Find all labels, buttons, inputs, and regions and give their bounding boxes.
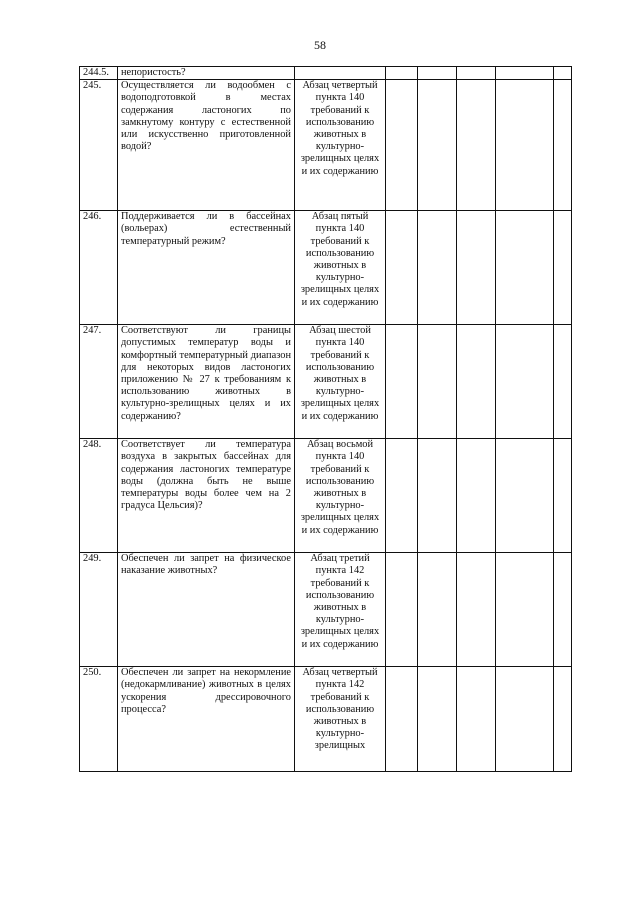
answer-cell [386, 553, 418, 667]
answer-cell [418, 439, 457, 553]
answer-cell [418, 667, 457, 772]
legal-reference: Абзац восьмой пункта 140 требований к использованию животных в культурно-зрелищных целях и их содержанию [295, 439, 386, 553]
answer-cell [554, 667, 572, 772]
legal-reference: Абзац четвертый пункта 140 требований к использованию животных в культурно-зрелищных целях и их содержанию [295, 80, 386, 211]
answer-cell [457, 553, 496, 667]
question-text: непористость? [118, 67, 295, 80]
answer-cell [496, 80, 554, 211]
legal-reference: Абзац четвертый пункта 142 требований к использованию животных в культурно-зрелищных [295, 667, 386, 772]
table-row [80, 211, 572, 325]
answer-cell [554, 67, 572, 80]
answer-cell [386, 80, 418, 211]
item-number: 246. [80, 211, 118, 325]
answer-cell [457, 67, 496, 80]
answer-cell [457, 667, 496, 772]
legal-reference [295, 67, 386, 80]
answer-cell [554, 80, 572, 211]
answer-cell [496, 67, 554, 80]
question-text: Поддерживается ли в бассейнах (вольерах) естественный температурный режим? [118, 211, 295, 325]
checklist-table [79, 66, 572, 772]
answer-cell [554, 211, 572, 325]
legal-reference: Абзац пятый пункта 140 требований к использованию животных в культурно-зрелищных целях и их содержанию [295, 211, 386, 325]
answer-cell [386, 211, 418, 325]
table-row [80, 80, 572, 211]
table-row [80, 667, 572, 772]
table-row [80, 67, 572, 80]
answer-cell [418, 553, 457, 667]
answer-cell [386, 439, 418, 553]
legal-reference: Абзац шестой пункта 140 требований к использованию животных в культурно-зрелищных целях и их содержанию [295, 325, 386, 439]
answer-cell [496, 325, 554, 439]
answer-cell [554, 325, 572, 439]
answer-cell [554, 553, 572, 667]
item-number: 245. [80, 80, 118, 211]
answer-cell [386, 667, 418, 772]
answer-cell [457, 80, 496, 211]
answer-cell [496, 553, 554, 667]
answer-cell [418, 80, 457, 211]
table-row [80, 553, 572, 667]
item-number: 250. [80, 667, 118, 772]
answer-cell [386, 67, 418, 80]
item-number: 248. [80, 439, 118, 553]
legal-reference: Абзац третий пункта 142 требований к использованию животных в культурно-зрелищных целях и их содержанию [295, 553, 386, 667]
answer-cell [418, 67, 457, 80]
answer-cell [496, 439, 554, 553]
item-number: 249. [80, 553, 118, 667]
item-number: 247. [80, 325, 118, 439]
answer-cell [457, 439, 496, 553]
question-text: Соответствует ли температура воздуха в закрытых бассейнах для содержания ластоногих температуре воды (должна быть не выше температуры воды более чем на 2 градуса Цельсия)? [118, 439, 295, 553]
question-text: Обеспечен ли запрет на физическое наказание животных? [118, 553, 295, 667]
answer-cell [496, 667, 554, 772]
answer-cell [386, 325, 418, 439]
table-row [80, 439, 572, 553]
answer-cell [457, 211, 496, 325]
table-row [80, 325, 572, 439]
answer-cell [457, 325, 496, 439]
answer-cell [496, 211, 554, 325]
question-text: Осуществляется ли водообмен с водоподготовкой в местах содержания ластоногих по замкнутому контуру с естественной или искусственно приготовленной водой? [118, 80, 295, 211]
answer-cell [554, 439, 572, 553]
answer-cell [418, 325, 457, 439]
item-number: 244.5. [80, 67, 118, 80]
answer-cell [418, 211, 457, 325]
question-text: Соответствуют ли границы допустимых температур воды и комфортный температурный диапазон для некоторых видов ластоногих приложению № 27 к требованиям к использованию животных в культурно-зрелищных целях и их содержанию? [118, 325, 295, 439]
question-text: Обеспечен ли запрет на некормление (недокармливание) животных в целях ускорения дрессировочного процесса? [118, 667, 295, 772]
page-number: 58 [314, 38, 326, 52]
